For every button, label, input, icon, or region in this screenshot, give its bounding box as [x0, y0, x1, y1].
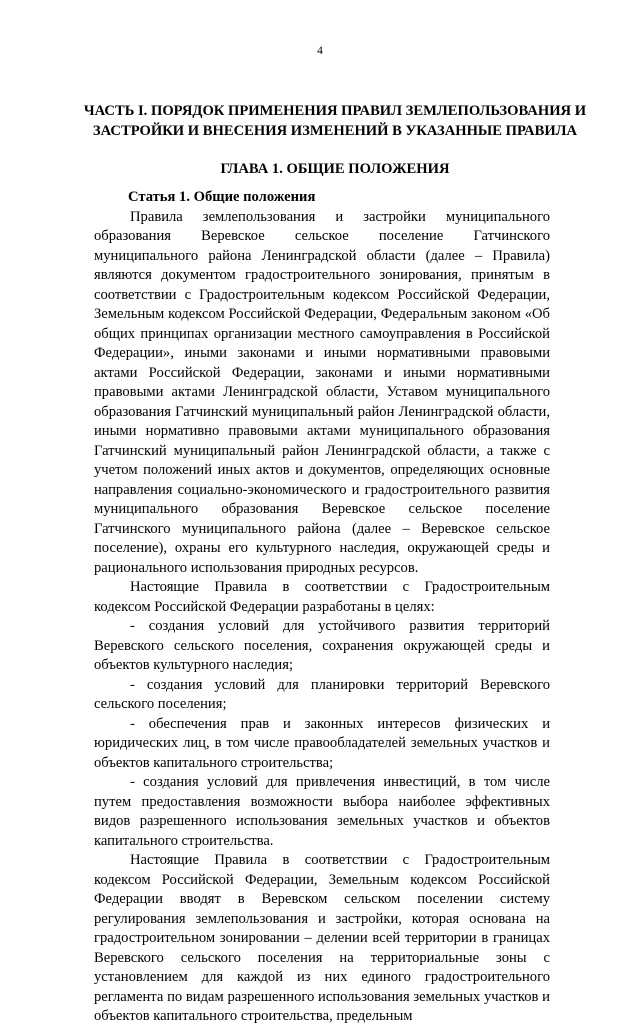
article-heading: Статья 1. Общие положения	[128, 189, 316, 205]
list-item: - обеспечения прав и законных интересов физических и юридических лиц, в том числе правообладателей земельных участков и объектов капитального строительства;	[94, 715, 550, 771]
list-item: - создания условий для планировки территорий Веревского сельского поселения;	[94, 676, 550, 712]
paragraph-goals: Настоящие Правила в соответствии с Градостроительным кодексом Российской Федерации разработаны в целях:	[94, 579, 550, 615]
paragraph-intro: Правила землепользования и застройки муниципального образования Веревское сельское поселение Гатчинского муниципального района Ленинградской области (далее – Правила) являются документом градостроительного зонирования, принятым в соответствии с Градостроительным кодексом Российской Федерации, Земельным кодексом Российской Федерации, Федеральным законом «Об общих принципах организации местного самоуправления в Российской Федерации», иными законами и иными нормативными правовыми актами Российской Федерации, законами и иными нормативными правовыми актами Ленинградской области, Уставом муниципального образования Гатчинский муниципальный район Ленинградской области, иными нормативно правовыми актами муниципального образования Гатчинский муниципальный район Ленинградской области, а также с учетом положений иных актов и документов, определяющих основные направления социально-экономического и градостроительного развития муниципального образования Веревское сельское поселение Гатчинского муниципального района (далее – Веревское сельское поселение), охраны его культурного наследия, окружающей среды и рационального использования природных ресурсов.	[94, 208, 550, 576]
paragraph-zoning: Настоящие Правила в соответствии с Градостроительным кодексом Российской Федерации, Земельным кодексом Российской Федерации вводят в Веревском сельском поселении систему регулирования землепользования и застройки, которая основана на градостроительном зонировании – делении всей территории в границах Веревского сельского поселения на территориальные зоны с установлением для каждой из них единого градостроительного регламента по видам разрешенного использования земельных участков и объектов капитального строительства, предельным	[94, 852, 550, 1024]
list-item: - создания условий для устойчивого развития территорий Веревского сельского поселения, сохранения окружающей среды и объектов культурного наследия;	[94, 618, 550, 673]
chapter-heading: ГЛАВА 1. ОБЩИЕ ПОЛОЖЕНИЯ	[220, 161, 450, 177]
body-text	[94, 188, 550, 1027]
page-number: 4	[317, 45, 323, 57]
list-item: - создания условий для привлечения инвестиций, в том числе путем предоставления возможности выбора наиболее эффективных видов разрешенного использования земельных участков и объектов капитального строительства.	[94, 774, 550, 849]
part-heading: ЧАСТЬ I. ПОРЯДОК ПРИМЕНЕНИЯ ПРАВИЛ ЗЕМЛЕПОЛЬЗОВАНИЯ И ЗАСТРОЙКИ И ВНЕСЕНИЯ ИЗМЕНЕНИЙ В УКАЗАННЫЕ ПРАВИЛА	[83, 103, 587, 139]
